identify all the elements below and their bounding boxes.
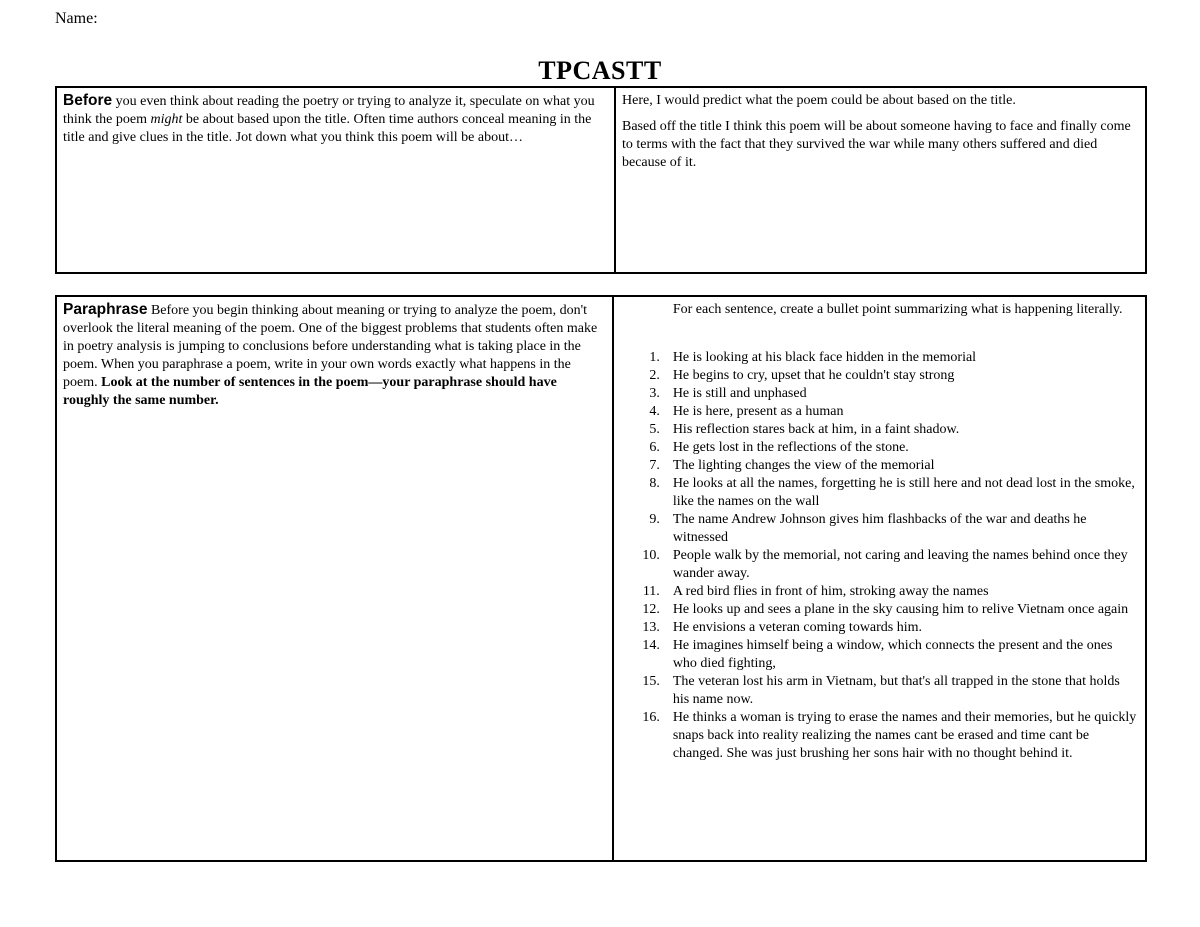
list-item: 16. He thinks a woman is trying to erase the names and their memories, but he quickly snaps back into reality realizing the names cant be erased and time cant be changed. She was just brushing her sons hair with no thought behind it.	[642, 710, 1137, 761]
before-prompt-emphasis: might	[150, 112, 183, 127]
list-item: 1. He is looking at his black face hidden in the memorial	[649, 350, 977, 365]
page-title: TPCASTT	[538, 56, 662, 85]
list-item: 15. The veteran lost his arm in Vietnam, but that's all trapped in the stone that holds his name now.	[642, 674, 1120, 707]
before-prompt-text-1: you even think about reading the poetry or trying to analyze it, speculate on what you think the poem	[63, 94, 595, 127]
list-item: 3. He is still and unphased	[649, 386, 807, 401]
paraphrase-prompt-bold: Look at the number of sentences in the poem—your paraphrase should have roughly the same number.	[63, 375, 557, 408]
before-heading: Before	[63, 92, 113, 109]
paraphrase-list	[620, 349, 1139, 763]
list-item: 10. People walk by the memorial, not caring and leaving the names behind once they wander away.	[642, 548, 1128, 581]
before-prompt-cell	[56, 87, 615, 273]
paraphrase-prompt-text: Before you begin thinking about meaning or trying to analyze the poem, don't overlook the literal meaning of the poem. One of the biggest problems that students often make in poetry analysis is jumping to conclusions before understanding what is taking place in the poem. When you paraphrase a poem, write in your own words exactly what happens in the poem.	[63, 303, 598, 390]
paraphrase-heading: Paraphrase	[63, 301, 148, 318]
paraphrase-section	[55, 295, 1147, 862]
before-response-cell[interactable]	[615, 87, 1146, 273]
list-item: 14. He imagines himself being a window, which connects the present and the ones who died fighting,	[642, 638, 1113, 671]
list-item: 12. He looks up and sees a plane in the sky causing him to relive Vietnam once again	[642, 602, 1129, 617]
name-label: Name:	[55, 10, 98, 27]
paraphrase-instruction: For each sentence, create a bullet point summarizing what is happening literally.	[672, 302, 1123, 317]
before-response-intro: Here, I would predict what the poem could be about based on the title.	[622, 93, 1016, 108]
before-response-text: Based off the title I think this poem will be about someone having to face and finally come to terms with the fact that they survived the war while many others suffered and died because of it.	[622, 119, 1131, 170]
list-item: 4. He is here, present as a human	[649, 404, 844, 419]
paraphrase-prompt-cell	[56, 296, 613, 861]
before-section	[55, 86, 1147, 274]
list-item: 6. He gets lost in the reflections of the stone.	[649, 440, 909, 455]
paraphrase-response-cell[interactable]	[613, 296, 1146, 861]
before-prompt-text-2: be about based upon the title. Often time authors conceal meaning in the title and give clues in the title. Jot down what you think this poem will be about…	[63, 112, 592, 145]
list-item: 11. A red bird flies in front of him, stroking away the names	[642, 584, 989, 599]
list-item: 9. The name Andrew Johnson gives him flashbacks of the war and deaths he witnessed	[649, 512, 1087, 545]
list-item: 13. He envisions a veteran coming towards him.	[642, 620, 923, 635]
list-item: 5. His reflection stares back at him, in a faint shadow.	[649, 422, 960, 437]
list-item: 8. He looks at all the names, forgetting he is still here and not dead lost in the smoke, like the names on the wall	[649, 476, 1135, 509]
list-item: 7. The lighting changes the view of the memorial	[649, 458, 935, 473]
list-item: 2. He begins to cry, upset that he couldn't stay strong	[649, 368, 955, 383]
